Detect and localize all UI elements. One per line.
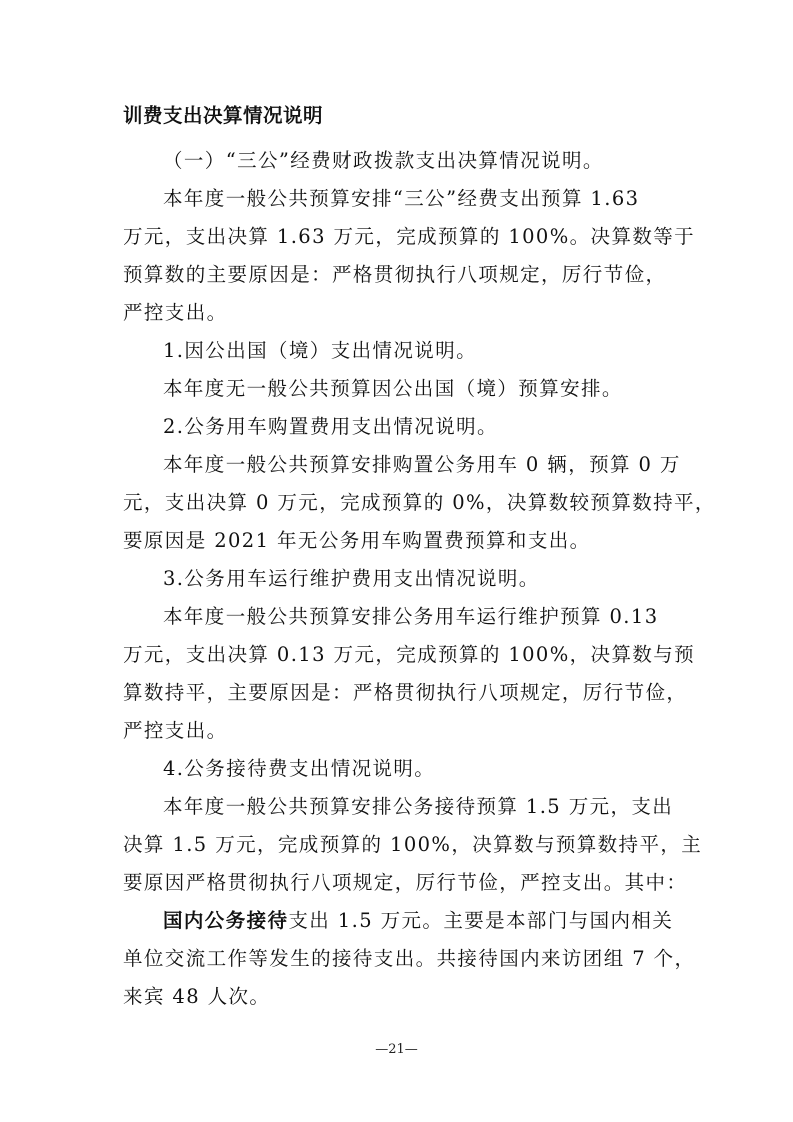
item-title: 4.公务接待费支出情况说明。 xyxy=(163,757,436,780)
text-line: 本年度一般公共预算安排公务接待预算 1.5 万元，支出 xyxy=(163,795,674,818)
text-line: 单位交流工作等发生的接待支出。共接待国内来访团组 7 个， xyxy=(123,947,696,970)
text-line: 本年度一般公共预算安排公务用车运行维护预算 0.13 xyxy=(163,605,659,628)
text-line: 要原因是 2021 年无公务用车购置费预算和支出。 xyxy=(123,529,591,552)
section-heading: 训费支出决算情况说明 xyxy=(123,104,324,127)
page-number: —21— xyxy=(375,1042,418,1057)
item-title: 2.公务用车购置费用支出情况说明。 xyxy=(163,415,498,438)
text-line: 决算 1.5 万元，完成预算的 100%，决算数与预算数持平，主 xyxy=(123,833,703,856)
domestic-reception-label: 国内公务接待 xyxy=(163,909,289,932)
item-title: 3.公务用车运行维护费用支出情况说明。 xyxy=(163,567,540,590)
text-line: 本年度一般公共预算安排购置公务用车 0 辆，预算 0 万 xyxy=(163,453,681,476)
text-line xyxy=(163,909,673,933)
text-line: 万元，支出决算 1.63 万元，完成预算的 100%。决算数等于 xyxy=(123,225,696,248)
subsection-title: （一）“三公”经费财政拨款支出决算情况说明。 xyxy=(163,149,604,172)
text-line-rest: 支出 1.5 万元。主要是本部门与国内相关 xyxy=(288,909,674,932)
text-line: 要原因严格贯彻执行八项规定，厉行节俭，严控支出。其中： xyxy=(123,871,688,894)
item-title: 1.因公出国（境）支出情况说明。 xyxy=(163,339,478,362)
text-line: 元，支出决算 0 万元，完成预算的 0%，决算数较预算数持平， xyxy=(123,491,716,514)
text-line: 来宾 48 人次。 xyxy=(123,985,271,1008)
text-line: 算数持平，主要原因是：严格贯彻执行八项规定，厉行节俭， xyxy=(123,681,688,704)
text-line: 预算数的主要原因是：严格贯彻执行八项规定，厉行节俭， xyxy=(123,263,667,286)
text-line: 本年度无一般公共预算因公出国（境）预算安排。 xyxy=(163,377,623,400)
text-line: 严控支出。 xyxy=(123,719,228,742)
text-line: 严控支出。 xyxy=(123,301,228,324)
text-line: 万元，支出决算 0.13 万元，完成预算的 100%，决算数与预 xyxy=(123,643,696,666)
text-line: 本年度一般公共预算安排“三公”经费支出预算 1.63 xyxy=(163,187,640,210)
